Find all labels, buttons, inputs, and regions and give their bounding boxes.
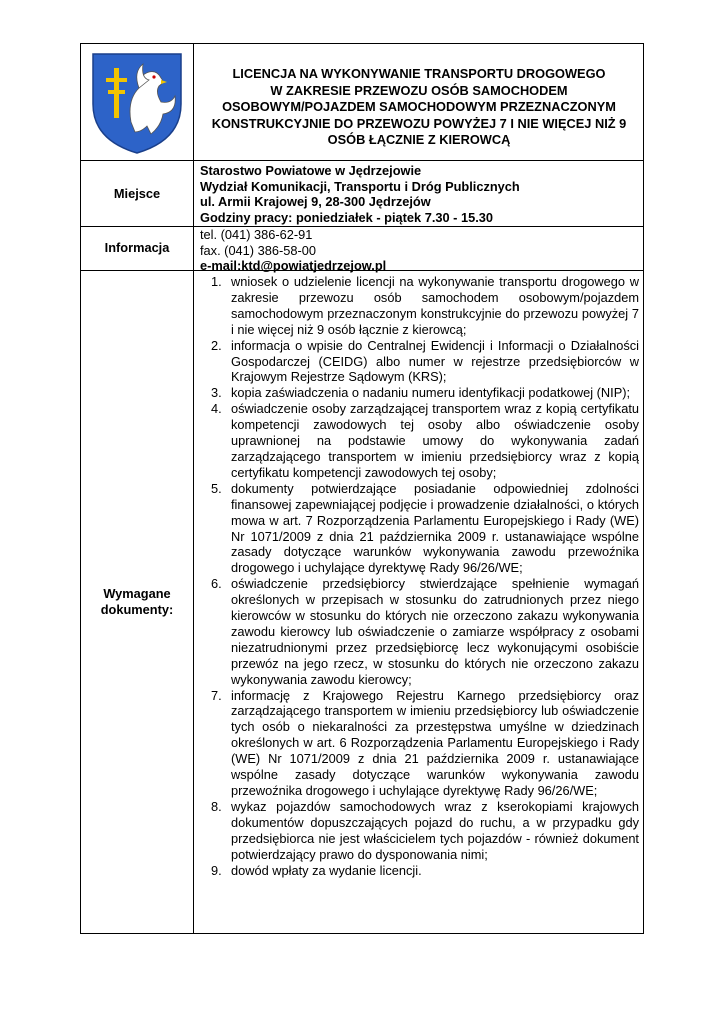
- list-item: 9. dowód wpłaty za wydanie licencji.: [211, 862, 422, 878]
- phone-number: tel. (041) 386-62-91: [200, 227, 313, 242]
- licence-title: LICENCJA NA WYKONYWANIE TRANSPORTU DROGOWEGO W ZAKRESIE PRZEWOZU OSÓB SAMOCHODEM OSOBOWYM/POJAZDEM SAMOCHODOWYM PRZEZNACZONYM KONSTRUKCYJNIE DO PRZEWOZU POWYŻEJ 7 I NIE WIĘCEJ NIŻ 9 OSÓB ŁĄCZNIE Z KIEROWCĄ: [211, 66, 627, 147]
- email-link[interactable]: e-mail:ktd@powiatjedrzejow.pl: [200, 258, 387, 273]
- column-divider: [193, 44, 194, 933]
- list-item: 8. wykaz pojazdów samochodowych wraz z kserokopiami krajowych dokumentów dopuszczających pojazd do ruchu, a w przypadku gdy przedsiębiorca nie jest właścicielem tych pojazdów - również dokument potwierdzający prawo do dysponowania nimi;: [211, 798, 639, 862]
- documents-label: Wymagane dokumenty:: [100, 586, 174, 617]
- place-details: [200, 163, 638, 225]
- coat-of-arms-icon: [91, 52, 183, 155]
- info-label: Informacja: [104, 240, 170, 255]
- contact-details: [200, 227, 638, 274]
- list-item: 1. wniosek o udzielenie licencji na wykonywanie transportu drogowego w zakresie przewozu osób samochodem osobowym/pojazdem samochodowym przeznaczonym konstrukcyjnie do przewozu powyżej 7 i nie więcej niż 9 osób łącznie z kierowcą;: [211, 274, 639, 337]
- list-item: 4. oświadczenie osoby zarządzającej transportem wraz z kopią certyfikatu kompetencji zawodowych tej osoby albo oświadczenie osoby uprawnionej na podstawie umowy do wykonywania zadań zarządzającego transportem w imieniu przedsiębiorcy wraz z kopią certyfikatu kompetencji zawodowych tej osoby;: [211, 401, 639, 480]
- list-item: 3. kopia zaświadczenia o nadaniu numeru identyfikacji podatkowej (NIP);: [211, 385, 631, 401]
- fax-number: fax. (041) 386-58-00: [200, 242, 316, 258]
- list-item: 5. dokumenty potwierdzające posiadanie odpowiedniej zdolności finansowej zapewniającej podjęcie i prowadzenie działalności, o których mowa w art. 7 Rozporządzenia Parlamentu Europejskiego i Rady (WE) Nr 1071/2009 z dnia 21 października 2009 r. ustanawiające wspólne zasady dotyczące warunków wykonywania zawodu przewoźnika drogowego i uchylające dyrektywę Rady 96/26/WE;: [211, 480, 639, 576]
- office-address: ul. Armii Krajowej 9, 28-300 Jędrzejów: [200, 194, 431, 209]
- list-item: 7. informację z Krajowego Rejestru Karnego przedsiębiorcy oraz zarządzającego transportem w imieniu przedsiębiorcy lub oświadczenie tych osób o niekaralności za przestępstwa umyślne w dziedzinach określonych w art. 6 Rozporządzenia Parlamentu Europejskiego i Rady (WE) Nr 1071/2009 z dnia 21 października 2009 r. ustanawiające wspólne zasady dotyczące warunków wykonywania zawodu przewoźnika drogowego i uchylające dyrektywę Rady 96/26/WE;: [211, 687, 639, 798]
- required-documents-list: [201, 274, 639, 878]
- list-item: 6. oświadczenie przedsiębiorcy stwierdzające spełnienie wymagań określonych w przepisach w stosunku do zatrudnionych przez niego kierowców w stosunku do których nie orzeczono zakazu wykonywania zawodu kierowcy lub oświadczenie o zamiarze współpracy z osobami niezatrudnionymi przez przedsiębiorcę lecz wykonującymi osobiście przewóz na jego rzecz, w stosunku do których nie orzeczono zakazu wykonywania zawodu kierowcy;: [211, 576, 639, 687]
- list-item: 2. informacja o wpisie do Centralnej Ewidencji i Informacji o Działalności Gospodarczej (CEIDG) albo numer w rejestrze przedsiębiorców w Krajowym Rejestrze Sądowym (KRS);: [211, 337, 639, 385]
- place-label: Miejsce: [113, 186, 161, 201]
- office-hours: Godziny pracy: poniedziałek - piątek 7.30 - 15.30: [200, 209, 494, 225]
- licence-info-table: [80, 43, 644, 934]
- office-name: Starostwo Powiatowe w Jędrzejowie: [200, 163, 422, 178]
- row-divider-header: [81, 160, 643, 161]
- department-name: Wydział Komunikacji, Transportu i Dróg Publicznych: [200, 178, 520, 194]
